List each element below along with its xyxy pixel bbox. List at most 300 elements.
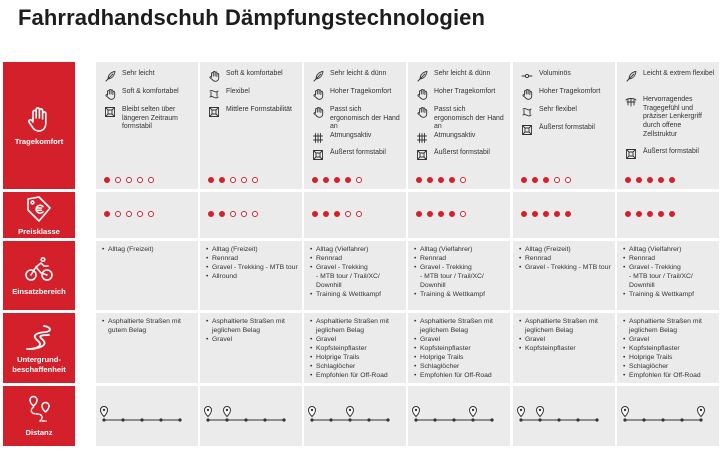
bullet: • (414, 318, 417, 325)
rating-dot-empty (230, 211, 236, 217)
bullet: • (519, 345, 522, 353)
feature-text: Atmungsaktiv (434, 132, 476, 139)
distance-tick (367, 418, 370, 421)
pin-center (539, 409, 541, 411)
distance-tick (282, 418, 285, 421)
rating-dot-empty (137, 177, 143, 183)
list-item-text: Holprige Trails (420, 354, 464, 362)
list-item (310, 254, 402, 263)
bullet: • (414, 291, 417, 299)
distance-tick (623, 418, 626, 421)
list-item (623, 290, 715, 299)
bullet: • (519, 318, 522, 325)
feature-text: Sehr flexibel (539, 106, 577, 113)
rating-dot-empty (241, 211, 247, 217)
start-pin-icon (413, 407, 420, 417)
list-item-text: Alltag (Vielfahrer) (629, 246, 682, 253)
list-item-text: Gravel - Trekking - MTB tour / Trail/XC/ Downhill (420, 264, 484, 290)
distance-tick (206, 418, 209, 421)
feature-item (625, 148, 715, 160)
comfort-cell (96, 62, 198, 189)
list-item-text: Gravel - Trekking - MTB tour (525, 264, 611, 272)
distance-tick (225, 418, 228, 421)
pin-center (520, 409, 522, 411)
usage-cell (200, 241, 302, 310)
list-item (310, 245, 402, 254)
bullet: • (206, 273, 209, 281)
rating-dots (416, 211, 466, 217)
row-label: Tragekomfort (14, 137, 64, 147)
rating-dot-filled (219, 177, 225, 183)
list-item (310, 344, 402, 353)
list-item (623, 263, 715, 290)
end-pin-icon (470, 407, 477, 417)
rating-dots (521, 177, 571, 183)
distance-cell (513, 386, 615, 446)
end-pin-icon (537, 407, 544, 417)
distance-cell (617, 386, 719, 446)
end-pin-icon (224, 407, 231, 417)
rating-dot-empty (115, 177, 121, 183)
pin-center (415, 409, 417, 411)
distance-tick (159, 418, 162, 421)
list-item-text: Alltag (Vielfahrer) (316, 246, 369, 253)
bullet: • (623, 246, 626, 253)
bullet: • (206, 246, 209, 253)
bullet: • (102, 318, 105, 325)
distance-scale (96, 386, 198, 446)
list-item (414, 317, 506, 335)
feature-item (521, 124, 611, 136)
surface-cell (96, 313, 198, 383)
bullet: • (623, 264, 626, 272)
list-item (102, 317, 194, 335)
list-item-text: Empfohlen für Off-Road (629, 372, 701, 380)
feature-text: Flexibel (226, 88, 250, 95)
rating-dot-filled (323, 177, 329, 183)
list-item-text: Empfohlen für Off-Road (420, 372, 492, 380)
feature-text: Soft & komfortabel (122, 88, 179, 95)
surface-cell (200, 313, 302, 383)
rating-dot-empty (554, 177, 560, 183)
list-item (519, 317, 611, 335)
list-item-text: Kopfsteinpflaster (420, 345, 471, 353)
price-tag-icon (24, 194, 54, 224)
list-item-text: Gravel - Trekking - MTB tour / Trail/XC/ Downhill (629, 264, 693, 290)
rating-dot-empty (137, 211, 143, 217)
bullet: • (623, 363, 626, 371)
list-item-text: Holprige Trails (629, 354, 673, 362)
list-item (623, 254, 715, 263)
rating-dot-empty (460, 177, 466, 183)
feather-icon (312, 70, 324, 82)
rating-dot-empty (241, 177, 247, 183)
route-icon (24, 395, 54, 425)
rating-dot-filled (521, 177, 527, 183)
feature-item (521, 88, 611, 100)
bullet: • (623, 318, 626, 325)
feature-text: Äußerst formstabil (434, 149, 490, 156)
feature-item (416, 70, 506, 82)
frame-icon (416, 149, 428, 161)
handlebar-icon (625, 96, 637, 108)
usage-cell (408, 241, 510, 310)
rating-dot-filled (312, 177, 318, 183)
feature-item (312, 88, 402, 100)
distance-tick (595, 418, 598, 421)
comfort-cell (304, 62, 406, 189)
feature-text: Äußerst formstabil (539, 124, 595, 131)
bullet: • (102, 246, 105, 253)
bullet-list (623, 245, 715, 299)
list-item (623, 335, 715, 344)
rating-dots (104, 211, 154, 217)
list-item (623, 371, 715, 380)
distance-cell (408, 386, 510, 446)
list-item (310, 317, 402, 335)
list-item (414, 335, 506, 344)
bullet-list (206, 245, 298, 281)
list-item (206, 272, 298, 281)
distance-tick (178, 418, 181, 421)
list-item-text: Asphaltierte Straßen mit jeglichem Belag (316, 318, 389, 335)
price-cell (513, 192, 615, 238)
bullet-list (206, 317, 298, 344)
price-cell (304, 192, 406, 238)
start-pin-icon (622, 407, 629, 417)
rating-dot-empty (460, 211, 466, 217)
list-item (310, 263, 402, 290)
frame-icon (312, 149, 324, 161)
list-item-text: Schlaglöcher (316, 363, 356, 371)
row-header-preisklasse (3, 192, 75, 238)
rating-dot-filled (636, 211, 642, 217)
list-item-text: Asphaltierte Straßen mit jeglichem Belag (212, 318, 285, 335)
list-item-text: Rennrad (525, 255, 552, 263)
rating-dot-filled (669, 177, 675, 183)
rating-dot-filled (427, 177, 433, 183)
end-pin-icon (101, 407, 108, 417)
comfort-cell (513, 62, 615, 189)
comfort-cell (408, 62, 510, 189)
rating-dot-filled (625, 211, 631, 217)
feature-item (416, 106, 506, 132)
bullet: • (310, 363, 313, 371)
feature-text: Hoher Tragekomfort (330, 88, 392, 95)
rating-dot-filled (669, 211, 675, 217)
rating-dot-filled (208, 177, 214, 183)
frame-icon (104, 106, 116, 118)
rating-dot-filled (636, 177, 642, 183)
feature-item (521, 70, 611, 82)
list-item-text: Asphaltierte Straßen mit jeglichem Belag (525, 318, 598, 335)
list-item-text: Kopfsteinpflaster (316, 345, 367, 353)
usage-cell (304, 241, 406, 310)
list-item (623, 362, 715, 371)
list-item (519, 263, 611, 272)
feature-item (312, 70, 402, 82)
rating-dot-filled (416, 177, 422, 183)
rating-dot-empty (345, 211, 351, 217)
rating-dot-filled (521, 211, 527, 217)
hand-icon (312, 106, 324, 118)
list-item-text: Schlaglöcher (629, 363, 669, 371)
list-item (414, 290, 506, 299)
row-header-distanz (3, 386, 75, 446)
list-item-text: Kopfsteinpflaster (629, 345, 680, 353)
list-item (206, 317, 298, 335)
list-item (310, 353, 402, 362)
row-label: Distanz (25, 427, 53, 437)
distance-tick (699, 418, 702, 421)
pin-center (311, 409, 313, 411)
list-item (206, 335, 298, 344)
list-item (519, 344, 611, 353)
rating-dot-filled (658, 211, 664, 217)
list-item-text: Gravel (420, 336, 441, 344)
rating-dots (208, 177, 258, 183)
bullet: • (414, 345, 417, 353)
frame-icon (208, 106, 220, 118)
rating-dot-filled (554, 211, 560, 217)
list-item-text: Asphaltierte Straßen mit gutem Belag (108, 318, 181, 335)
rating-dot-empty (565, 177, 571, 183)
rating-dot-filled (334, 177, 340, 183)
rating-dot-filled (334, 211, 340, 217)
surface-cell (513, 313, 615, 383)
price-cell (96, 192, 198, 238)
volume-icon (521, 70, 533, 82)
distance-scale (200, 386, 302, 446)
rating-dot-filled (449, 177, 455, 183)
breathable-icon (312, 132, 324, 144)
bullet: • (519, 246, 522, 253)
price-cell (617, 192, 719, 238)
feature-text: Sehr leicht & dünn (330, 70, 387, 77)
bullet: • (519, 264, 522, 272)
distance-tick (557, 418, 560, 421)
list-item-text: Allround (212, 273, 237, 281)
list-item-text: Training & Wettkampf (316, 291, 381, 299)
feature-item (312, 132, 402, 144)
pin-center (207, 409, 209, 411)
list-item-text: Gravel - Trekking - MTB tour (212, 264, 298, 272)
distance-tick (140, 418, 143, 421)
list-item-text: Rennrad (420, 255, 447, 263)
rating-dots (208, 211, 258, 217)
end-pin-icon (347, 407, 354, 417)
distance-tick (452, 418, 455, 421)
rating-dot-empty (252, 177, 258, 183)
feature-item (416, 132, 506, 144)
surface-cell (408, 313, 510, 383)
rating-dot-empty (115, 211, 121, 217)
rating-dot-empty (230, 177, 236, 183)
list-item-text: Rennrad (629, 255, 656, 263)
bullet: • (623, 345, 626, 353)
bullet: • (206, 318, 209, 325)
distance-scale (617, 386, 719, 446)
bullet: • (519, 255, 522, 263)
distance-tick (576, 418, 579, 421)
bullet: • (206, 264, 209, 272)
list-item (206, 254, 298, 263)
feature-text: Passt sich ergonomisch der Hand an (434, 106, 504, 131)
distance-tick (386, 418, 389, 421)
feature-item (521, 106, 611, 118)
bullet: • (206, 255, 209, 263)
list-item (414, 353, 506, 362)
feature-item (312, 149, 402, 161)
rating-dots (521, 211, 571, 217)
distance-cell (200, 386, 302, 446)
list-item-text: Training & Wettkampf (629, 291, 694, 299)
feature-text: Voluminös (539, 70, 571, 77)
list-item-text: Alltag (Freizeit) (108, 246, 154, 253)
list-item (623, 353, 715, 362)
rating-dot-filled (532, 177, 538, 183)
feature-item (208, 106, 298, 118)
rating-dot-filled (543, 177, 549, 183)
rating-dot-empty (126, 211, 132, 217)
frame-icon (521, 124, 533, 136)
feather-icon (416, 70, 428, 82)
feature-text: Mittlere Formstabilität (226, 106, 292, 113)
feather-icon (104, 70, 116, 82)
list-item (519, 254, 611, 263)
rating-dot-empty (148, 177, 154, 183)
list-item-text: Gravel (316, 336, 337, 344)
rating-dot-filled (219, 211, 225, 217)
bullet: • (414, 264, 417, 272)
rating-dot-filled (658, 177, 664, 183)
rating-dots (625, 211, 675, 217)
row-label: Preisklasse (18, 226, 60, 236)
bullet: • (310, 246, 313, 253)
distance-cell (304, 386, 406, 446)
hand-icon (208, 70, 220, 82)
pin-center (349, 409, 351, 411)
usage-cell (617, 241, 719, 310)
list-item (310, 290, 402, 299)
bullet: • (310, 372, 313, 380)
row-label: Einsatzbereich (12, 287, 66, 297)
bullet-list (414, 245, 506, 299)
bullet: • (310, 318, 313, 325)
list-item-text: Rennrad (212, 255, 239, 263)
bullet-list (310, 245, 402, 299)
list-item (102, 245, 194, 254)
price-cell (200, 192, 302, 238)
feature-text: Sehr leicht & dünn (434, 70, 491, 77)
feature-item (208, 70, 298, 82)
hand-icon (521, 88, 533, 100)
feature-item (208, 88, 298, 100)
hand-icon (24, 104, 54, 134)
list-item-text: Alltag (Vielfahrer) (420, 246, 473, 253)
pin-center (103, 409, 105, 411)
row-header-tragekomfort (3, 62, 75, 189)
pin-center (624, 409, 626, 411)
rating-dot-filled (416, 211, 422, 217)
list-item (206, 245, 298, 254)
bullet-list (102, 317, 194, 335)
list-item-text: Holprige Trails (316, 354, 360, 362)
distance-scale (408, 386, 510, 446)
list-item (414, 254, 506, 263)
list-item-text: Asphaltierte Straßen mit jeglichem Belag (629, 318, 702, 335)
cyclist-icon (24, 254, 54, 284)
hand-icon (416, 88, 428, 100)
breathable-icon (416, 132, 428, 144)
distance-tick (680, 418, 683, 421)
rating-dot-filled (312, 211, 318, 217)
pin-center (472, 409, 474, 411)
distance-tick (329, 418, 332, 421)
flex-icon (521, 106, 533, 118)
surface-cell (617, 313, 719, 383)
distance-tick (519, 418, 522, 421)
winding-road-icon (24, 322, 54, 352)
list-item-text: Gravel (525, 336, 546, 344)
usage-cell (513, 241, 615, 310)
bullet: • (623, 255, 626, 263)
distance-tick (433, 418, 436, 421)
list-item (623, 344, 715, 353)
distance-tick (244, 418, 247, 421)
bullet: • (414, 255, 417, 263)
list-item-text: Gravel (212, 336, 233, 344)
feather-icon (625, 70, 637, 82)
row-header-untergrund (3, 313, 75, 383)
comfort-cell (617, 62, 719, 189)
feature-item (104, 106, 194, 132)
bullet: • (310, 336, 313, 344)
list-item-text: Kopfsteinpflaster (525, 345, 576, 353)
bullet-list (623, 317, 715, 380)
feature-text: Bleibt selten über längeren Zeitraum formstabil (122, 106, 178, 131)
bullet: • (310, 291, 313, 299)
list-item-text: Gravel - Trekking - MTB tour / Trail/XC/ Downhill (316, 264, 380, 290)
bullet: • (310, 255, 313, 263)
distance-tick (121, 418, 124, 421)
rating-dots (625, 177, 675, 183)
feature-item (416, 88, 506, 100)
bullet: • (310, 264, 313, 272)
distance-tick (538, 418, 541, 421)
list-item (310, 362, 402, 371)
bullet-list (414, 317, 506, 380)
rating-dot-filled (323, 211, 329, 217)
distance-tick (471, 418, 474, 421)
rating-dot-empty (356, 177, 362, 183)
price-cell (408, 192, 510, 238)
rating-dot-filled (543, 211, 549, 217)
rating-dot-empty (356, 211, 362, 217)
feature-text: Atmungsaktiv (330, 132, 372, 139)
distance-tick (102, 418, 105, 421)
rating-dot-empty (252, 211, 258, 217)
list-item (519, 335, 611, 344)
list-item-text: Empfohlen für Off-Road (316, 372, 388, 380)
list-item (414, 344, 506, 353)
bullet: • (206, 336, 209, 344)
feature-text: Hoher Tragekomfort (539, 88, 601, 95)
start-pin-icon (205, 407, 212, 417)
rating-dots (416, 177, 466, 183)
feature-item (104, 70, 194, 82)
rating-dots (312, 211, 362, 217)
